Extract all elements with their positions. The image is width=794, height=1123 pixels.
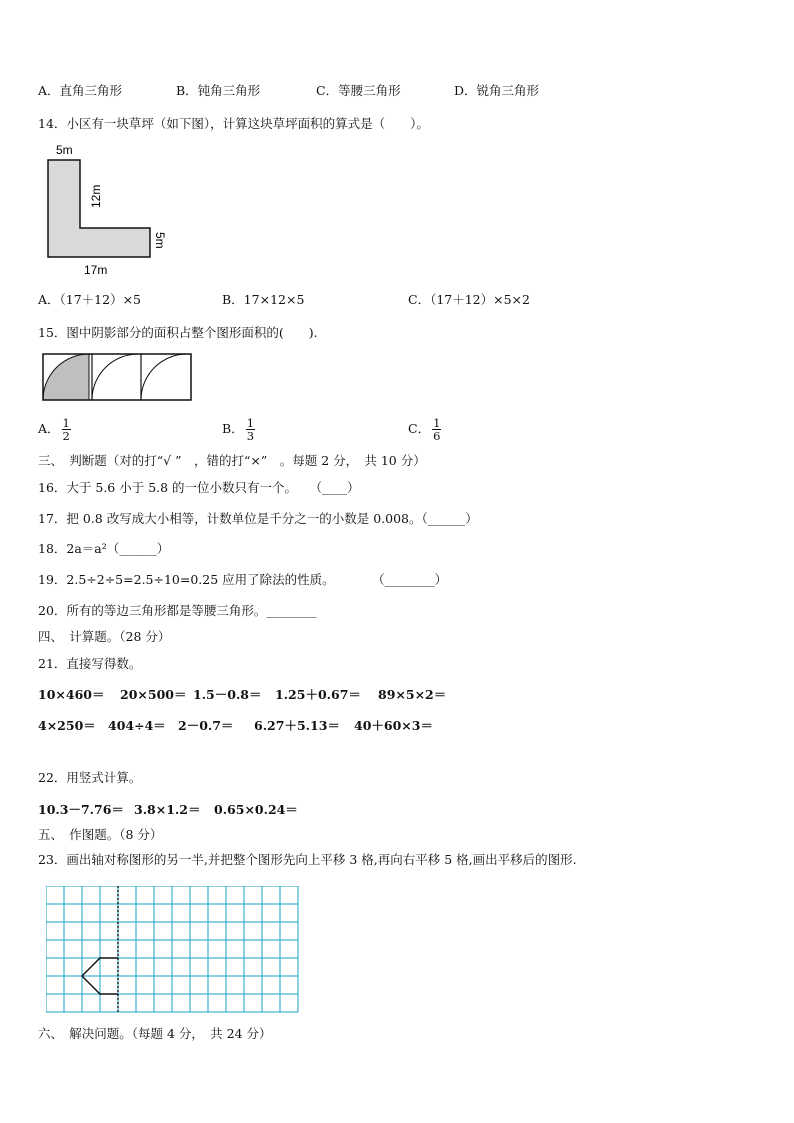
q21-item: 2－0.7＝ [178, 718, 234, 733]
q22-item: 0.65×0.24＝ [214, 802, 298, 817]
q15-question: 15．图中阴影部分的面积占整个图形面积的( ). [38, 325, 318, 340]
section-4-heading: 四、 计算题。（28 分） [38, 629, 171, 644]
lawn-label-right: 5m [153, 232, 167, 249]
lawn-label-top: 5m [56, 143, 73, 157]
section-3-heading: 三、 判断题（对的打“√ ” ，错的打“×” 。每题 2 分， 共 10 分） [38, 453, 426, 468]
q21: 21．直接写得数。 [38, 656, 142, 671]
q20: 20．所有的等边三角形都是等腰三角形。________ [38, 603, 317, 618]
q14-option-c: C．（17＋12）×5×2 [408, 292, 530, 307]
quarter-arc-2 [92, 354, 138, 400]
q22-item: 3.8×1.2＝ [134, 802, 201, 817]
q13-option-c: C．等腰三角形 [316, 83, 401, 98]
section-6-heading: 六、 解决问题。（每题 4 分， 共 24 分） [38, 1026, 272, 1041]
lawn-figure [40, 140, 180, 280]
q13-option-b: B．钝角三角形 [176, 83, 261, 98]
drawing-grid [46, 886, 300, 1014]
q22-row [38, 802, 298, 818]
q19: 19．2.5÷2÷5=2.5÷10=0.25 应用了除法的性质。 （________） [38, 572, 448, 587]
q21-row-1 [38, 687, 446, 703]
q14-option-a: A．（17＋12）×5 [38, 292, 142, 307]
lawn-label-left: 12m [89, 184, 103, 208]
q14-option-b: B．17×12×5 [222, 292, 305, 307]
q16: 16．大于 5.6 小于 5.8 的一位小数只有一个。 （____） [38, 480, 360, 495]
q15-option-b: B． $\frac{1}{3}$ [222, 415, 255, 443]
quarter-circle-figure [42, 353, 194, 403]
q21-item: 20×500＝ [120, 687, 187, 702]
q23: 23．画出轴对称图形的另一半,并把整个图形先向上平移 3 格,再向右平移 5 格,画出平移后的图形. [38, 852, 577, 867]
q21-item: 40＋60×3＝ [354, 718, 433, 733]
quarter-arc-3 [141, 354, 187, 400]
q21-item: 1.25＋0.67＝ [275, 687, 361, 702]
shaded-quarter-circle [43, 354, 89, 400]
q21-item: 10×460＝ [38, 687, 105, 702]
q22-item: 10.3－7.76＝ [38, 802, 124, 817]
q21-row-2 [38, 718, 433, 734]
q21-item: 89×5×2＝ [378, 687, 447, 702]
q15-option-a: A． $\frac{1}{2}$ [38, 415, 70, 443]
q22: 22．用竖式计算。 [38, 770, 142, 785]
lawn-label-bottom: 17m [84, 263, 108, 277]
q21-item: 1.5－0.8＝ [193, 687, 262, 702]
q13-option-d: D．锐角三角形 [454, 83, 540, 98]
q21-item: 404÷4＝ [108, 718, 166, 733]
q14-question: 14．小区有一块草坪（如下图），计算这块草坪面积的算式是（ ）。 [38, 116, 429, 131]
q21-item: 4×250＝ [38, 718, 96, 733]
q18: 18．2a＝a²（______） [38, 541, 170, 556]
q15-option-c: C． $\frac{1}{6}$ [408, 415, 441, 443]
q21-item: 6.27＋5.13＝ [254, 718, 340, 733]
q13-option-a: A．直角三角形 [38, 83, 123, 98]
section-5-heading: 五、 作图题。（8 分） [38, 827, 163, 842]
q17: 17．把 0.8 改写成大小相等，计数单位是千分之一的小数是 0.008。（______） [38, 511, 478, 526]
